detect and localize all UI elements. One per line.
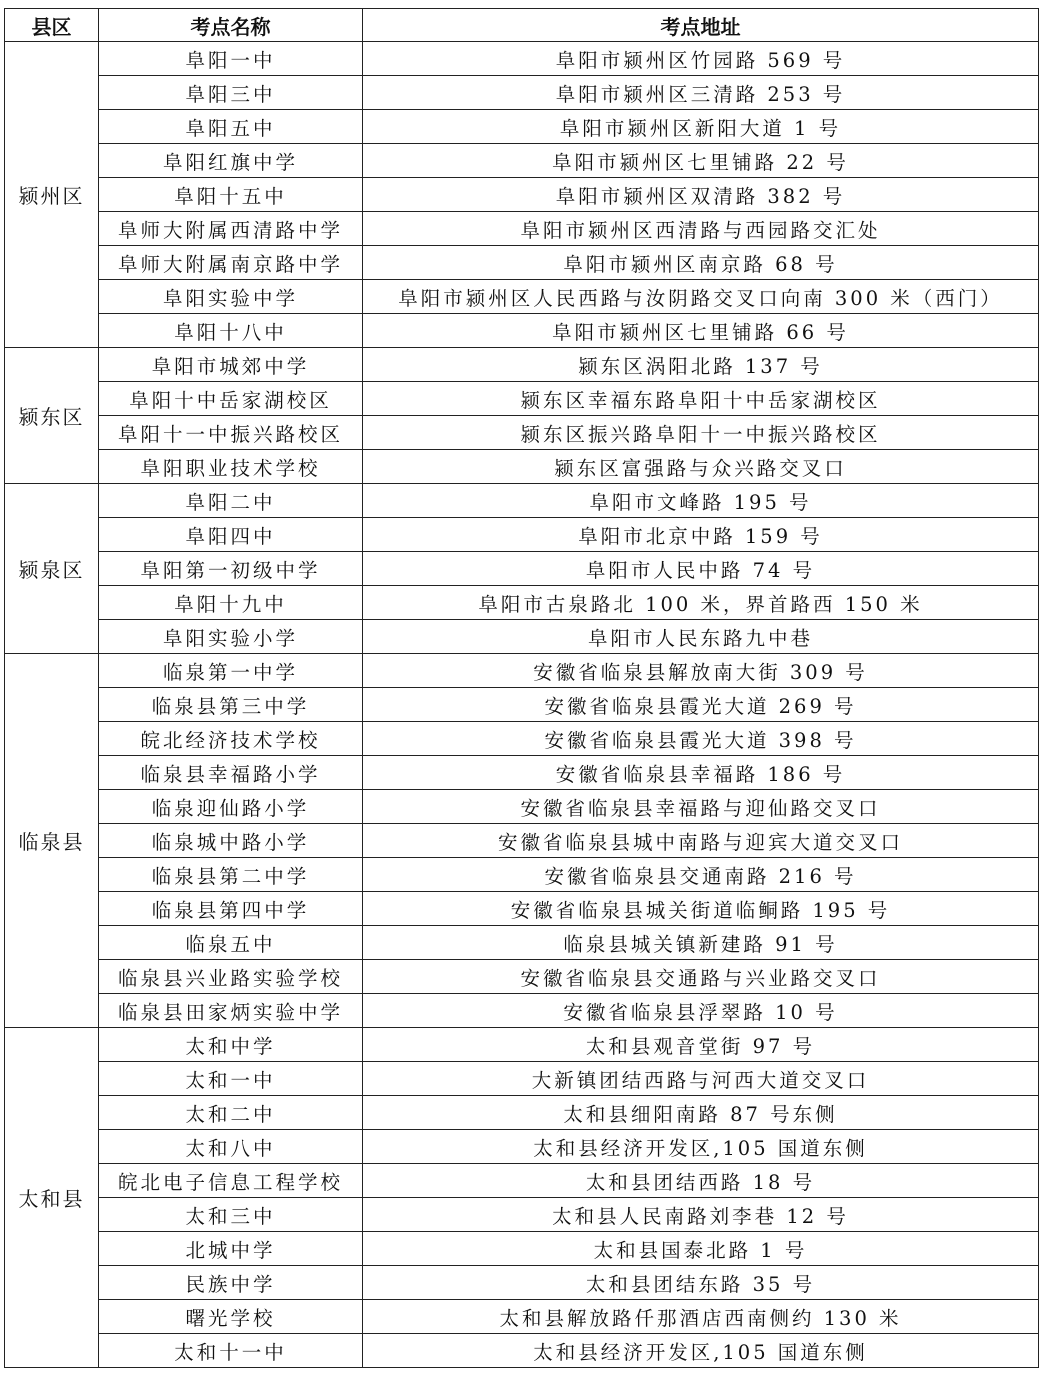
table-body xyxy=(5,42,1039,1368)
site-name-cell: 阜师大附属南京路中学 xyxy=(99,246,363,280)
site-address-cell: 安徽省临泉县幸福路与迎仙路交叉口 xyxy=(363,790,1039,824)
site-address-cell: 太和县经济开发区,105 国道东侧 xyxy=(363,1334,1039,1368)
site-name-cell: 太和一中 xyxy=(99,1062,363,1096)
site-address-cell: 阜阳市颍州区双清路 382 号 xyxy=(363,178,1039,212)
site-address-cell: 安徽省临泉县霞光大道 269 号 xyxy=(363,688,1039,722)
table-row xyxy=(5,1334,1039,1368)
district-cell: 颍东区 xyxy=(5,348,99,484)
site-name-cell: 太和八中 xyxy=(99,1130,363,1164)
site-address-cell: 阜阳市颍州区三清路 253 号 xyxy=(363,76,1039,110)
site-name-cell: 阜阳市城郊中学 xyxy=(99,348,363,382)
table-row xyxy=(5,1266,1039,1300)
site-address-cell: 安徽省临泉县交通南路 216 号 xyxy=(363,858,1039,892)
site-name-cell: 阜阳三中 xyxy=(99,76,363,110)
site-address-cell: 阜阳市古泉路北 100 米，界首路西 150 米 xyxy=(363,586,1039,620)
exam-sites-table xyxy=(4,8,1039,1368)
site-address-cell: 太和县解放路仟那酒店西南侧约 130 米 xyxy=(363,1300,1039,1334)
site-name-cell: 阜阳实验小学 xyxy=(99,620,363,654)
site-name-cell: 太和十一中 xyxy=(99,1334,363,1368)
site-address-cell: 安徽省临泉县霞光大道 398 号 xyxy=(363,722,1039,756)
table-row xyxy=(5,212,1039,246)
site-address-cell: 太和县团结西路 18 号 xyxy=(363,1164,1039,1198)
site-address-cell: 阜阳市颍州区人民西路与汝阴路交叉口向南 300 米（西门） xyxy=(363,280,1039,314)
table-row xyxy=(5,42,1039,76)
site-name-cell: 临泉县幸福路小学 xyxy=(99,756,363,790)
district-cell: 太和县 xyxy=(5,1028,99,1368)
site-name-cell: 临泉五中 xyxy=(99,926,363,960)
site-address-cell: 阜阳市文峰路 195 号 xyxy=(363,484,1039,518)
district-cell: 临泉县 xyxy=(5,654,99,1028)
site-address-cell: 安徽省临泉县解放南大街 309 号 xyxy=(363,654,1039,688)
table-row xyxy=(5,790,1039,824)
site-name-cell: 临泉县第四中学 xyxy=(99,892,363,926)
site-address-cell: 临泉县城关镇新建路 91 号 xyxy=(363,926,1039,960)
site-address-cell: 颍东区振兴路阜阳十一中振兴路校区 xyxy=(363,416,1039,450)
site-address-cell: 颍东区富强路与众兴路交叉口 xyxy=(363,450,1039,484)
site-name-cell: 民族中学 xyxy=(99,1266,363,1300)
table-row xyxy=(5,76,1039,110)
district-cell: 颍泉区 xyxy=(5,484,99,654)
site-name-cell: 阜阳红旗中学 xyxy=(99,144,363,178)
site-name-cell: 阜阳十五中 xyxy=(99,178,363,212)
site-name-cell: 临泉第一中学 xyxy=(99,654,363,688)
site-name-cell: 阜阳五中 xyxy=(99,110,363,144)
site-name-cell: 曙光学校 xyxy=(99,1300,363,1334)
table-row xyxy=(5,654,1039,688)
site-name-cell: 太和二中 xyxy=(99,1096,363,1130)
table-row xyxy=(5,144,1039,178)
table-row xyxy=(5,1164,1039,1198)
site-name-cell: 太和三中 xyxy=(99,1198,363,1232)
site-name-cell: 皖北电子信息工程学校 xyxy=(99,1164,363,1198)
site-name-cell: 临泉县第二中学 xyxy=(99,858,363,892)
site-address-cell: 阜阳市颍州区西清路与西园路交汇处 xyxy=(363,212,1039,246)
table-row xyxy=(5,994,1039,1028)
site-address-cell: 阜阳市颍州区竹园路 569 号 xyxy=(363,42,1039,76)
header-district: 县区 xyxy=(5,9,99,42)
table-row xyxy=(5,586,1039,620)
table-row xyxy=(5,1130,1039,1164)
table-row xyxy=(5,348,1039,382)
table-row xyxy=(5,416,1039,450)
table-row xyxy=(5,722,1039,756)
site-address-cell: 太和县经济开发区,105 国道东侧 xyxy=(363,1130,1039,1164)
table-row xyxy=(5,518,1039,552)
table-row xyxy=(5,246,1039,280)
site-name-cell: 阜阳职业技术学校 xyxy=(99,450,363,484)
site-address-cell: 大新镇团结西路与河西大道交叉口 xyxy=(363,1062,1039,1096)
table-row xyxy=(5,858,1039,892)
site-address-cell: 阜阳市人民东路九中巷 xyxy=(363,620,1039,654)
site-name-cell: 临泉迎仙路小学 xyxy=(99,790,363,824)
site-address-cell: 阜阳市颍州区七里铺路 66 号 xyxy=(363,314,1039,348)
site-name-cell: 北城中学 xyxy=(99,1232,363,1266)
table-row xyxy=(5,1028,1039,1062)
table-row xyxy=(5,280,1039,314)
table-row xyxy=(5,688,1039,722)
table-row xyxy=(5,1198,1039,1232)
site-address-cell: 太和县团结东路 35 号 xyxy=(363,1266,1039,1300)
site-address-cell: 安徽省临泉县幸福路 186 号 xyxy=(363,756,1039,790)
site-name-cell: 阜阳二中 xyxy=(99,484,363,518)
table-row xyxy=(5,552,1039,586)
site-address-cell: 颍东区幸福东路阜阳十中岳家湖校区 xyxy=(363,382,1039,416)
site-name-cell: 阜阳一中 xyxy=(99,42,363,76)
header-site-name: 考点名称 xyxy=(99,9,363,42)
table-row xyxy=(5,756,1039,790)
site-address-cell: 阜阳市北京中路 159 号 xyxy=(363,518,1039,552)
site-name-cell: 皖北经济技术学校 xyxy=(99,722,363,756)
district-cell: 颍州区 xyxy=(5,42,99,348)
top-cropped-strip xyxy=(0,0,1042,8)
site-name-cell: 阜阳实验中学 xyxy=(99,280,363,314)
site-address-cell: 安徽省临泉县城中南路与迎宾大道交叉口 xyxy=(363,824,1039,858)
table-row xyxy=(5,314,1039,348)
site-name-cell: 阜阳十八中 xyxy=(99,314,363,348)
site-name-cell: 阜阳十中岳家湖校区 xyxy=(99,382,363,416)
site-address-cell: 太和县细阳南路 87 号东侧 xyxy=(363,1096,1039,1130)
table-row xyxy=(5,824,1039,858)
site-name-cell: 临泉县兴业路实验学校 xyxy=(99,960,363,994)
site-address-cell: 安徽省临泉县城关街道临鲖路 195 号 xyxy=(363,892,1039,926)
table-row xyxy=(5,1096,1039,1130)
table-row xyxy=(5,1300,1039,1334)
site-name-cell: 临泉城中路小学 xyxy=(99,824,363,858)
site-name-cell: 阜阳四中 xyxy=(99,518,363,552)
site-name-cell: 临泉县第三中学 xyxy=(99,688,363,722)
site-address-cell: 太和县人民南路刘李巷 12 号 xyxy=(363,1198,1039,1232)
table-row xyxy=(5,450,1039,484)
site-address-cell: 阜阳市颍州区七里铺路 22 号 xyxy=(363,144,1039,178)
table-row xyxy=(5,484,1039,518)
site-name-cell: 太和中学 xyxy=(99,1028,363,1062)
site-address-cell: 太和县国泰北路 1 号 xyxy=(363,1232,1039,1266)
table-row xyxy=(5,926,1039,960)
table-row xyxy=(5,178,1039,212)
site-name-cell: 阜师大附属西清路中学 xyxy=(99,212,363,246)
header-site-address: 考点地址 xyxy=(363,9,1039,42)
site-address-cell: 阜阳市颍州区新阳大道 1 号 xyxy=(363,110,1039,144)
table-row xyxy=(5,620,1039,654)
table-row xyxy=(5,382,1039,416)
site-name-cell: 阜阳十九中 xyxy=(99,586,363,620)
site-address-cell: 安徽省临泉县浮翠路 10 号 xyxy=(363,994,1039,1028)
site-name-cell: 临泉县田家炳实验中学 xyxy=(99,994,363,1028)
site-address-cell: 阜阳市人民中路 74 号 xyxy=(363,552,1039,586)
site-address-cell: 安徽省临泉县交通路与兴业路交叉口 xyxy=(363,960,1039,994)
site-address-cell: 阜阳市颍州区南京路 68 号 xyxy=(363,246,1039,280)
site-name-cell: 阜阳第一初级中学 xyxy=(99,552,363,586)
table-row xyxy=(5,1232,1039,1266)
site-name-cell: 阜阳十一中振兴路校区 xyxy=(99,416,363,450)
site-address-cell: 颍东区涡阳北路 137 号 xyxy=(363,348,1039,382)
table-row xyxy=(5,1062,1039,1096)
site-address-cell: 太和县观音堂街 97 号 xyxy=(363,1028,1039,1062)
header-row xyxy=(5,9,1039,42)
table-row xyxy=(5,110,1039,144)
table-row xyxy=(5,960,1039,994)
table-row xyxy=(5,892,1039,926)
